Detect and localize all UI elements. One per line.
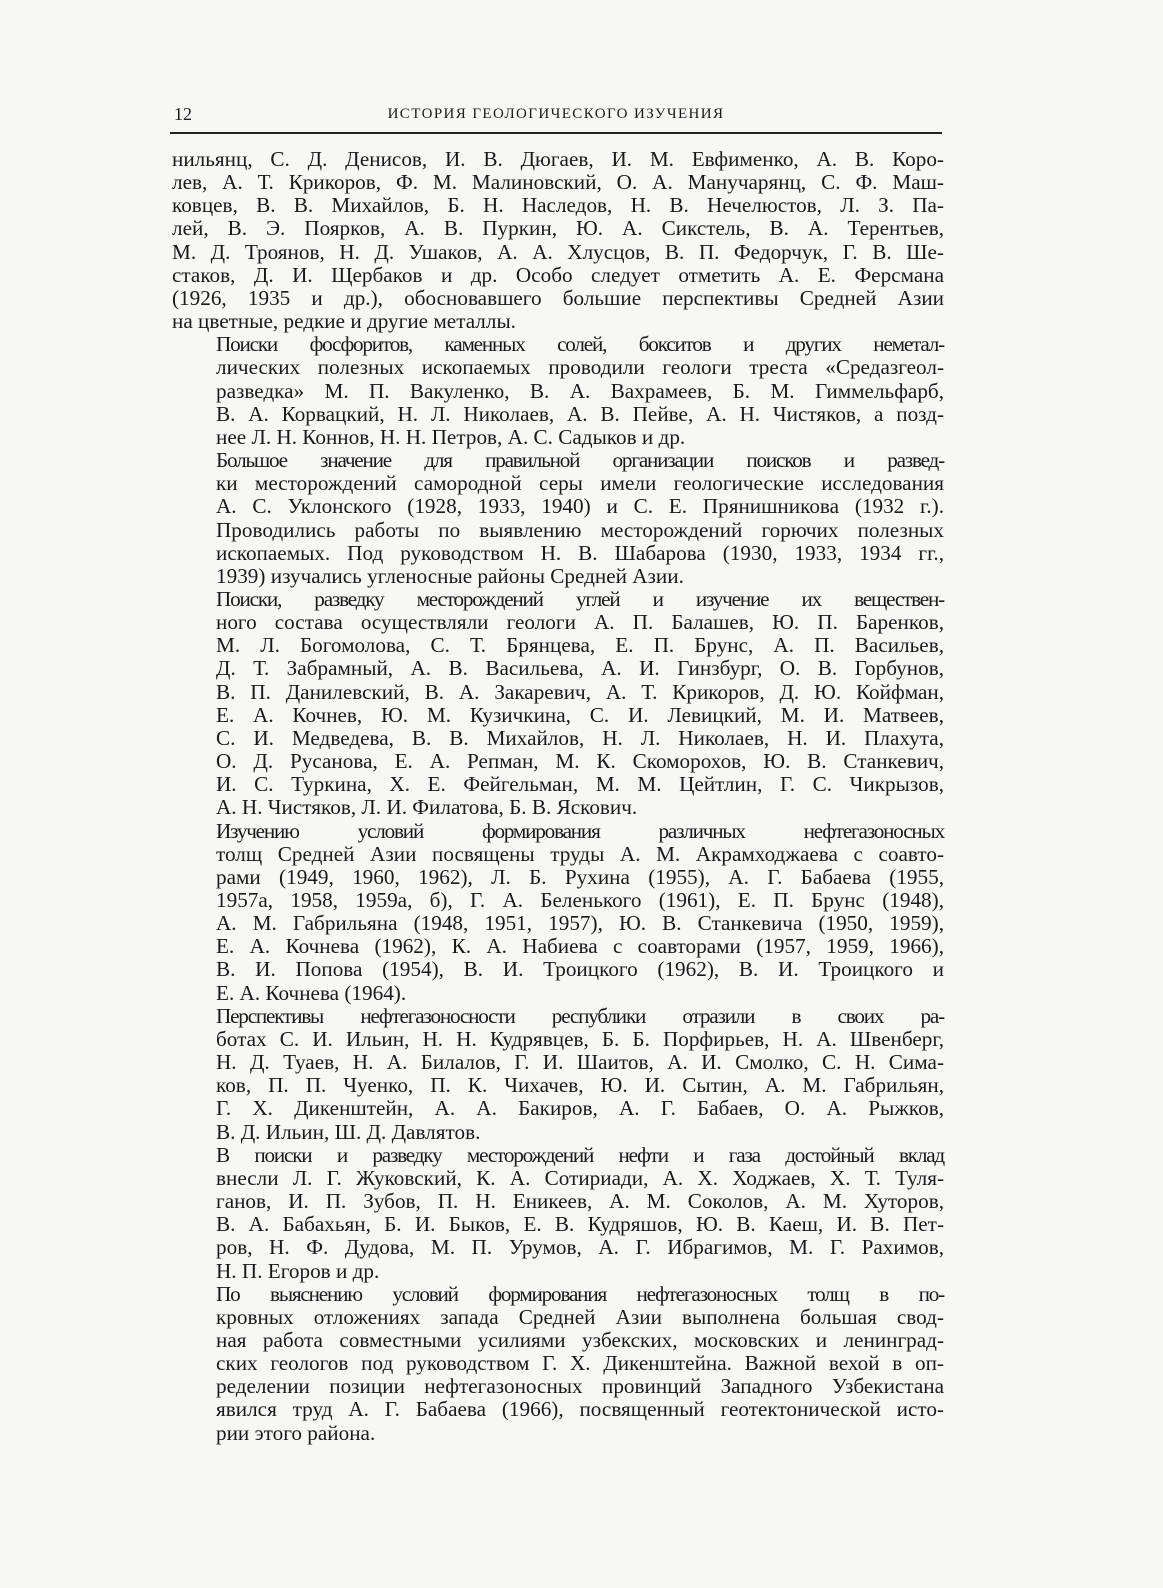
text-line: В поиски и разведку месторождений нефти и газа достойный вклад: [216, 1142, 944, 1167]
text-line: ров, Н. Ф. Дудова, М. П. Урумов, А. Г. Ибрагимов, М. Г. Рахимов,: [216, 1235, 944, 1260]
text-line: Поиски, разведку месторождений углей и изучение их веществен-: [216, 586, 944, 611]
text-line: Н. Д. Туаев, Н. А. Билалов, Г. И. Шаитов, А. И. Смолко, С. Н. Сима-: [216, 1050, 944, 1075]
text-line: ботах С. И. Ильин, Н. Н. Кудрявцев, Б. Б. Порфирьев, Н. А. Швенберг,: [216, 1026, 944, 1051]
text-line: А. Н. Чистяков, Л. И. Филатова, Б. В. Яскович.: [216, 795, 638, 820]
text-line: лей, В. Э. Поярков, А. В. Пуркин, Ю. А. Сикстель, В. А. Терентьев,: [172, 216, 944, 241]
text-line: В. Д. Ильин, Ш. Д. Давлятов.: [216, 1119, 481, 1144]
text-line: И. С. Туркина, Х. Е. Фейгельман, М. М. Цейтлин, Г. С. Чикрызов,: [216, 772, 944, 797]
text-line: О. Д. Русанова, Е. А. Репман, М. К. Скоморохов, Ю. В. Станкевич,: [216, 749, 944, 774]
text-line: М. Д. Троянов, Н. Д. Ушаков, А. А. Хлусцов, В. П. Федорчук, Г. В. Ше-: [172, 239, 944, 264]
text-line: С. И. Медведева, В. В. Михайлов, Н. Л. Николаев, Н. И. Плахута,: [216, 725, 944, 750]
text-line: М. Л. Богомолова, С. Т. Брянцева, Е. П. Брунс, А. П. Васильев,: [216, 633, 944, 658]
text-line: 1957а, 1958, 1959а, б), Г. А. Беленького (1961), Е. П. Брунс (1948),: [216, 888, 944, 912]
text-line: (1926, 1935 и др.), обосновавшего большие перспективы Средней Азии: [172, 285, 944, 310]
text-line: А. М. Габрильяна (1948, 1951, 1957), Ю. В. Станкевича (1950, 1959),: [216, 911, 944, 936]
text-line: рами (1949, 1960, 1962), Л. Б. Рухина (1955), А. Г. Бабаева (1955,: [216, 864, 944, 889]
paragraph: [172, 820, 944, 1005]
text-line: Н. П. Егоров и др.: [216, 1258, 380, 1283]
paragraph: [172, 1005, 944, 1144]
text-line: Е. А. Кочнева (1962), К. А. Набиева с соавторами (1957, 1959, 1966),: [216, 934, 944, 959]
text-line: Г. Х. Дикенштейн, А. А. Бакиров, А. Г. Бабаев, О. А. Рыжков,: [216, 1096, 944, 1121]
text-line: на цветные, редкие и другие металлы.: [172, 309, 516, 334]
text-line: В. А. Корвацкий, Н. Л. Николаев, А. В. Пейве, А. Н. Чистяков, а позд-: [216, 401, 944, 426]
paragraph: [172, 588, 944, 820]
running-title: ИСТОРИЯ ГЕОЛОГИЧЕСКОГО ИЗУЧЕНИЯ: [387, 106, 725, 122]
paragraph: [172, 148, 944, 333]
text-line: нее Л. Н. Коннов, Н. Н. Петров, А. С. Садыков и др.: [216, 424, 686, 449]
text-line: Проводились работы по выявлению месторождений горючих полезных: [216, 517, 944, 542]
text-line: Изучению условий формирования различных нефтегазоносных: [216, 818, 944, 843]
text-line: По выяснению условий формирования нефтегазоносных толщ в по-: [216, 1281, 944, 1306]
text-line: ганов, И. П. Зубов, П. Н. Еникеев, А. М. Соколов, А. М. Хуторов,: [216, 1189, 944, 1214]
text-line: В. А. Бабахьян, Б. И. Быков, Е. В. Кудряшов, Ю. В. Каеш, И. В. Пет-: [216, 1212, 944, 1237]
text-line: Е. А. Кочнева (1964).: [216, 980, 407, 1005]
page-number: 12: [174, 104, 192, 124]
text-line: ки месторождений самородной серы имели геологические исследования: [216, 471, 944, 496]
text-line: ских геологов под руководством Г. Х. Дикенштейна. Важной вехой в оп-: [216, 1351, 944, 1376]
text-line: толщ Средней Азии посвящены труды А. М. Акрамходжаева с соавто-: [216, 841, 944, 866]
text-line: В. И. Попова (1954), В. И. Троицкого (1962), В. И. Троицкого и: [216, 957, 944, 982]
text-line: нильянц, С. Д. Денисов, И. В. Дюгаев, И. М. Евфименко, А. В. Коро-: [172, 147, 944, 171]
paragraph: [172, 1283, 944, 1445]
text-line: Д. Т. Забрамный, А. В. Васильева, А. И. Гинзбург, О. В. Горбунов,: [216, 656, 944, 681]
text-line: ределении позиции нефтегазоносных провинций Западного Узбекистана: [216, 1374, 944, 1399]
text-line: Перспективы нефтегазоносности республики отразили в своих ра-: [216, 1003, 944, 1028]
paragraph: [172, 1144, 944, 1283]
text-line: разведка» М. П. Вакуленко, В. А. Вахрамеев, Б. М. Гиммельфарб,: [216, 378, 944, 403]
text-line: внесли Л. Г. Жуковский, К. А. Сотириади, А. Х. Ходжаев, Х. Т. Туля-: [216, 1165, 944, 1190]
text-line: Поиски фосфоритов, каменных солей, бокситов и других неметал-: [216, 332, 944, 357]
text-line: стаков, Д. И. Щербаков и др. Особо следует отметить А. Е. Ферсмана: [172, 262, 944, 287]
text-line: ков, П. П. Чуенко, П. К. Чихачев, Ю. И. Сытин, А. М. Габрильян,: [216, 1073, 944, 1098]
text-line: рии этого района.: [216, 1420, 376, 1445]
paragraph: [172, 449, 944, 588]
text-line: 1939) изучались угленосные районы Средней Азии.: [216, 563, 684, 588]
body-text: [172, 148, 944, 1445]
text-line: явился труд А. Г. Бабаева (1966), посвященный геотектонической исто-: [216, 1397, 944, 1422]
text-line: ная работа совместными усилиями узбекских, московских и ленинград-: [216, 1327, 944, 1352]
text-line: Большое значение для правильной организации поисков и развед-: [216, 448, 944, 473]
text-line: кровных отложениях запада Средней Азии выполнена большая свод-: [216, 1304, 944, 1329]
text-line: ного состава осуществляли геологи А. П. Балашев, Ю. П. Баренков,: [216, 610, 944, 635]
text-line: ископаемых. Под руководством Н. В. Шабарова (1930, 1933, 1934 гг.,: [216, 540, 944, 565]
text-line: Е. А. Кочнев, Ю. М. Кузичкина, С. И. Левицкий, М. И. Матвеев,: [216, 702, 944, 727]
text-line: лев, А. Т. Крикоров, Ф. М. Малиновский, О. А. Манучарянц, С. Ф. Маш-: [172, 170, 944, 195]
text-line: ковцев, В. В. Михайлов, Б. Н. Наследов, Н. В. Нечелюстов, Л. З. Па-: [172, 193, 944, 218]
text-line: лических полезных ископаемых проводили геологи треста «Средазгеол-: [216, 355, 944, 380]
text-line: В. П. Данилевский, В. А. Закаревич, А. Т. Крикоров, Д. Ю. Койфман,: [216, 679, 944, 704]
paragraph: [172, 333, 944, 449]
running-header: [170, 98, 942, 134]
text-line: А. С. Уклонского (1928, 1933, 1940) и С. Е. Прянишникова (1932 г.).: [216, 494, 944, 519]
